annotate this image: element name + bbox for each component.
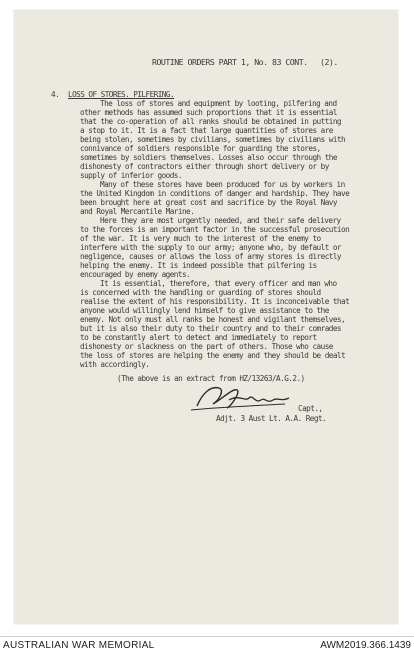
body-line: interfere with the supply to our army; anyone who, by default or <box>80 243 342 252</box>
footer-bar <box>0 636 414 654</box>
body-line: that the co-operation of all ranks should be obtained in putting <box>80 117 342 126</box>
body-line: realise the extent of his responsibility. It is inconceivable that <box>80 297 350 306</box>
footer-accession-number: AWM2019.366.1439 <box>320 640 411 651</box>
body-line: been brought here at great cost and sacrifice by the Royal Navy <box>80 198 337 207</box>
body-line: the United Kingdom in conditions of danger and hardship. They have <box>80 189 350 198</box>
extract-note: (The above is an extract from HZ/13263/A.G.2.) <box>117 374 305 383</box>
handwritten-signature <box>189 380 297 414</box>
body-line: to the forces is an important factor in the successful prosecution <box>80 225 350 234</box>
body-line: with accordingly. <box>80 360 150 369</box>
body-line: negligence, causes or allows the loss of army stores is directly <box>80 252 342 261</box>
body-line: of the war. It is very much to the interest of the enemy to <box>80 234 321 243</box>
body-line: Many of these stores have been produced for us by workers in <box>100 180 345 189</box>
body-line: anyone would willingly lend himself to give assistance to the <box>80 306 329 315</box>
body-line: dishonesty or slackness on the part of others. Those who cause <box>80 342 333 351</box>
body-line: other methods has assumed such proportions that it is essential <box>80 108 337 117</box>
body-line: is concerned with the handling or guarding of stores should <box>80 288 321 297</box>
document-page <box>14 10 398 624</box>
body-line: but it is also their duty to their country and to their comrades <box>80 324 342 333</box>
paragraph-heading: LOSS OF STORES. PILFERING. <box>68 90 175 99</box>
body-line: It is essential, therefore, that every officer and man who <box>100 279 337 288</box>
document-header: ROUTINE ORDERS PART 1, No. 83 CONT. <box>152 57 308 67</box>
body-line: enemy. Not only must all ranks be honest and vigilant themselves, <box>80 315 346 324</box>
body-line: supply of inferior goods. <box>80 171 182 180</box>
body-line: The loss of stores and equipment by looting, pilfering and <box>100 99 337 108</box>
paragraph-number: 4. <box>51 90 60 99</box>
body-line: connivance of soldiers responsible for guarding the stores, <box>80 144 321 153</box>
signatory-rank: Capt., <box>298 404 323 413</box>
signatory-unit: Adjt. 3 Aust Lt. A.A. Regt. <box>216 414 327 423</box>
body-line: dishonesty of contractors either through short delivery or by <box>80 162 329 171</box>
body-line: and Royal Mercantile Marine. <box>80 207 195 216</box>
body-line: a stop to it. It is a fact that large quantities of stores are <box>80 126 333 135</box>
page-number: (2). <box>320 57 338 67</box>
body-line: the loss of stores are helping the enemy and they should be dealt <box>80 351 346 360</box>
body-line: helping the enemy. It is indeed possible that pilfering is <box>80 261 317 270</box>
body-line: to be constantly alert to detect and immediately to report <box>80 333 317 342</box>
footer-institution: AUSTRALIAN WAR MEMORIAL <box>3 640 155 651</box>
body-line: sometimes by soldiers themselves. Losses also occur through the <box>80 153 337 162</box>
body-line: being stolen, sometimes by civilians, sometimes by civilians with <box>80 135 346 144</box>
body-line: encouraged by enemy agents. <box>80 270 191 279</box>
body-line: Here they are most urgently needed, and their safe delivery <box>100 216 341 225</box>
